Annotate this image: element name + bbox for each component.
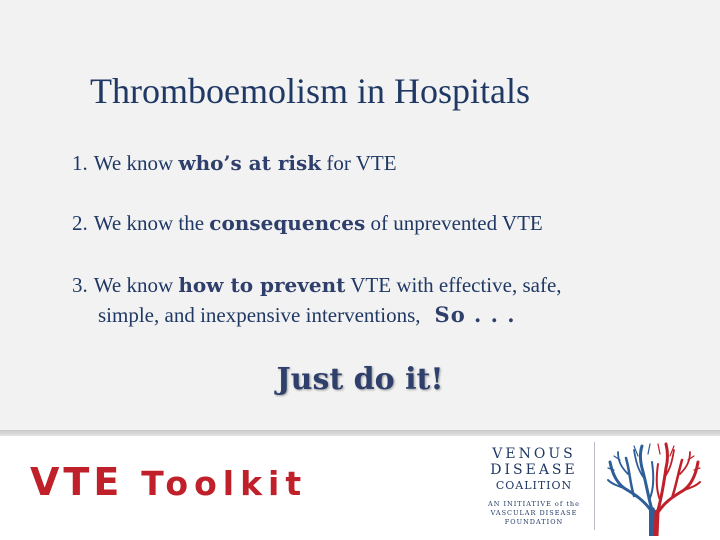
list-item-post: of unprevented VTE [370,211,543,235]
list-item-number: 2. [72,211,88,235]
logo-text-block [478,440,590,527]
list-item-emphasis: consequences [209,211,366,235]
list-item-emphasis: how to prevent [178,273,346,297]
logo-sub-line-1: AN INITIATIVE of the [488,500,580,508]
list-item-pre: We know [93,273,174,297]
logo-line-venous: VENOUS [492,446,576,462]
logo-sub-line-2: VASCULAR DISEASE [490,509,578,517]
logo-separator [594,442,595,530]
list-item-pre: We know the [93,211,205,235]
slide-title: Thromboemolism in Hospitals [90,71,530,111]
list-item-3 [72,270,712,330]
list-item-continuation [72,300,712,330]
toolkit-vte-text: VTE [30,460,124,504]
list-item-post: VTE with effective, safe, [350,273,562,297]
venous-disease-coalition-logo [478,440,710,536]
logo-line-disease: DISEASE [490,462,578,478]
list-item-pre: We know [93,151,174,175]
list-item-number: 1. [72,151,88,175]
vein-tree-icon [604,440,704,536]
logo-sub-line-3: FOUNDATION [504,518,564,526]
logo-subtitle [478,500,590,527]
toolkit-word-text: Toolkit [141,464,308,503]
list-item-emphasis: who’s at risk [178,151,322,175]
list-item-line2: simple, and inexpensive interventions, [98,303,421,327]
list-item-1 [72,148,397,178]
vte-toolkit-wordmark [30,460,307,504]
list-item-number: 3. [72,273,88,297]
list-item-2 [72,208,543,238]
slide-tagline: Just do it! [276,362,444,397]
list-item-post: for VTE [326,151,397,175]
logo-line-coalition: COALITION [495,479,573,492]
list-item-so: So . . . [434,302,516,327]
